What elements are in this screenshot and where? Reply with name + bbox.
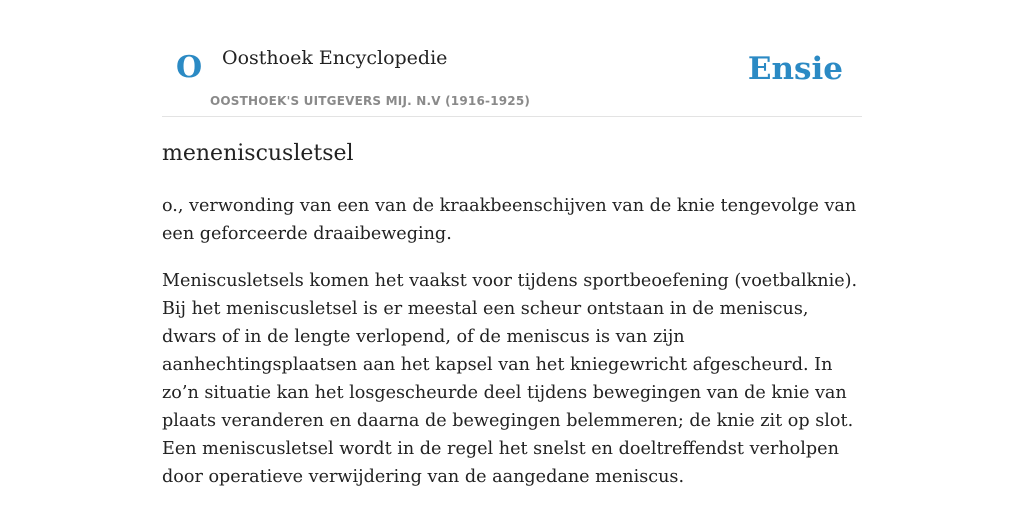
- source-header: [162, 0, 862, 117]
- entry-paragraph-definition: o., verwonding van een van de kraakbeenschijven van de knie tengevolge van een geforceerde draaibeweging.: [162, 196, 857, 244]
- entry-paragraph-description: Meniscusletsels komen het vaakst voor tijdens sportbeoefening (voetbalknie). Bij het meniscusletsel is er meestal een scheur ontstaan in de meniscus, dwars of in de lengte verlopend, of de meniscus is van zijn aanhechtingsplaatsen aan het kapsel van het kniegewricht afgescheurd. In zo’n situatie kan het losgescheurde deel tijdens bewegingen van de knie van plaats veranderen en daarna de bewegingen belemmeren; de knie zit op slot. Een meniscusletsel wordt in de regel het snelst en doeltreffendst verholpen door operatieve verwijdering van de aangedane meniscus.: [162, 271, 858, 487]
- source-logo-letter[interactable]: O: [176, 50, 203, 85]
- ensie-logo[interactable]: Ensie: [747, 51, 843, 87]
- entry-content: [162, 136, 864, 491]
- source-title-link[interactable]: Oosthoek Encyclopedie: [222, 47, 448, 69]
- entry-title: meneniscusletsel: [162, 141, 354, 166]
- source-publisher: OOSTHOEK'S UITGEVERS MIJ. N.V (1916-1925): [210, 94, 531, 108]
